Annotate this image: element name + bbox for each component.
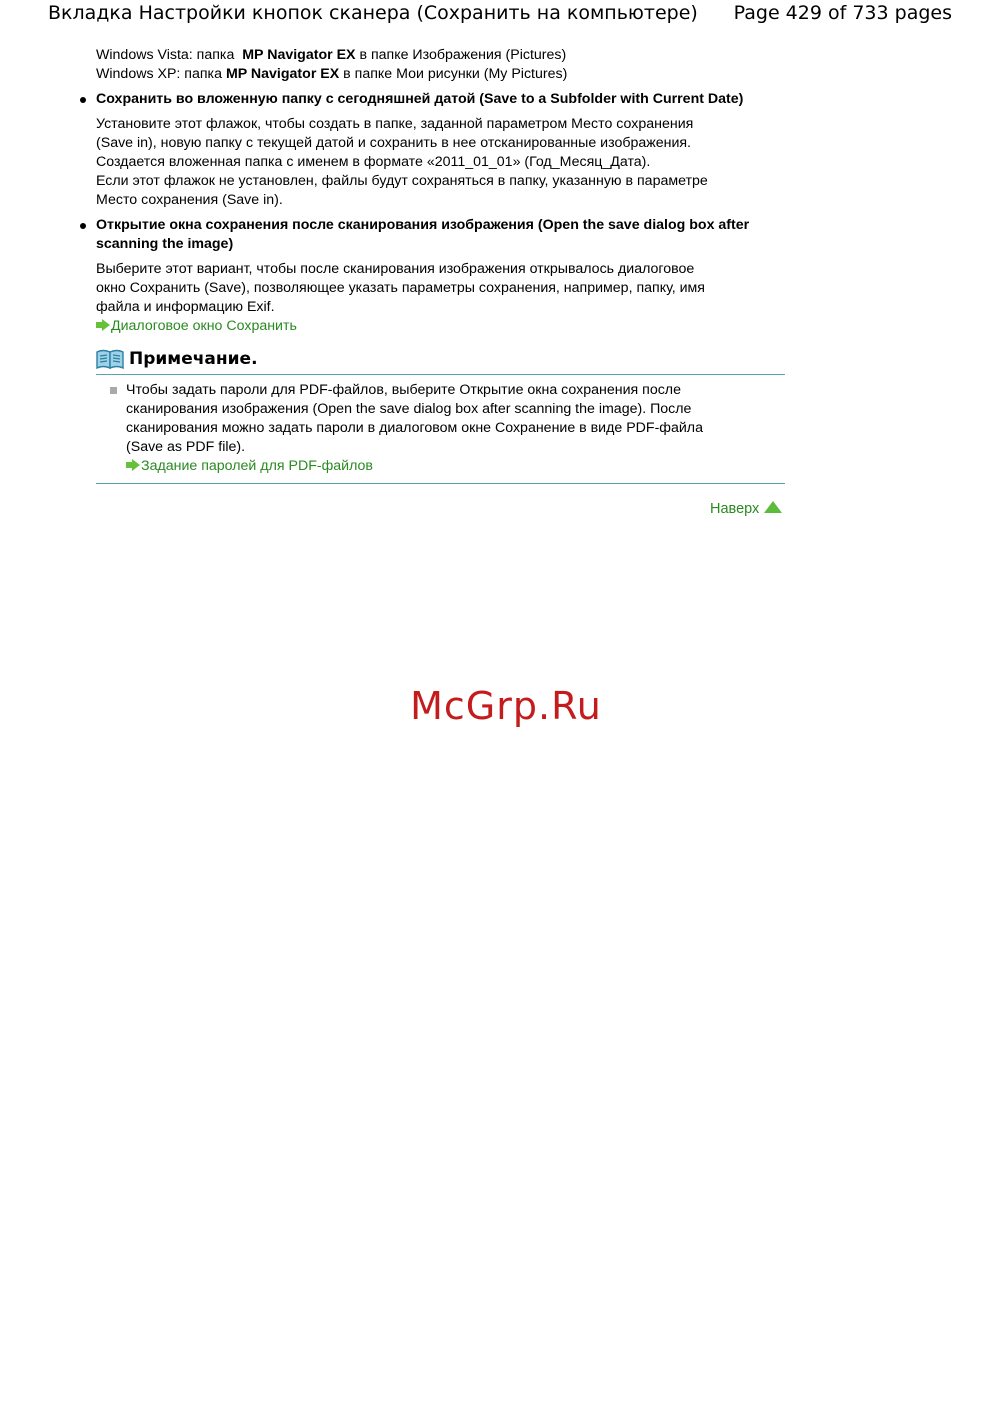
description-line: (Save in), новую папку с текущей датой и сохранить в нее отсканированные изображения. xyxy=(96,135,692,151)
note-line: сканирования можно задать пароли в диалоговом окне Сохранение в виде PDF-файла xyxy=(126,420,703,436)
description-line: Место сохранения (Save in). xyxy=(96,192,283,208)
note-body xyxy=(96,381,786,476)
item-save-subfolder-title xyxy=(96,90,786,109)
save-dialog-link-text: Диалоговое окно Сохранить xyxy=(111,318,297,334)
description-line: файла и информацию Exif. xyxy=(96,299,275,315)
back-to-top-link[interactable] xyxy=(710,501,782,517)
page-title: Вкладка Настройки кнопок сканера (Сохранить на компьютере) xyxy=(48,2,698,24)
vista-path-line xyxy=(96,46,786,65)
xp-app-name: MP Navigator EX xyxy=(225,66,340,82)
main-content xyxy=(96,46,786,484)
item-open-save-dialog-title-line: Открытие окна сохранения после сканирования изображения (Open the save dialog box after xyxy=(96,217,750,233)
vista-app-name: MP Navigator EX xyxy=(242,47,356,63)
xp-prefix: Windows XP: папка xyxy=(96,66,222,82)
page-number: Page 429 of 733 pages xyxy=(733,2,952,24)
note-line: Чтобы задать пароли для PDF-файлов, выберите Открытие окна сохранения после xyxy=(126,382,681,398)
note-divider-bottom xyxy=(96,483,785,484)
description-line: окно Сохранить (Save), позволяющее указать параметры сохранения, например, папку, имя xyxy=(96,280,705,296)
vista-suffix: в папке Изображения (Pictures) xyxy=(359,47,567,63)
square-bullet-icon xyxy=(110,387,117,394)
note-line: (Save as PDF file). xyxy=(126,439,246,455)
note-line: сканирования изображения (Open the save dialog box after scanning the image). После xyxy=(126,401,692,417)
item-open-save-dialog-title-line: scanning the image) xyxy=(96,236,234,252)
pdf-passwords-link-text: Задание паролей для PDF-файлов xyxy=(141,458,373,474)
xp-suffix: в папке Мои рисунки (My Pictures) xyxy=(343,66,568,82)
note-divider-top xyxy=(96,374,785,375)
vista-prefix: Windows Vista: папка xyxy=(96,47,235,63)
bullet-icon xyxy=(80,223,86,229)
triangle-up-icon xyxy=(764,501,782,513)
note-box xyxy=(96,346,786,484)
description-line: Создается вложенная папка с именем в формате «2011_01_01» (Год_Месяц_Дата). xyxy=(96,154,651,170)
item-save-subfolder-description xyxy=(96,115,786,210)
note-header xyxy=(96,346,786,372)
item-open-save-dialog-description xyxy=(96,260,786,336)
description-line: Установите этот флажок, чтобы создать в папке, заданной параметром Место сохранения xyxy=(96,116,694,132)
item-save-subfolder-title-text: Сохранить во вложенную папку с сегодняшней датой (Save to a Subfolder with Current Date) xyxy=(96,91,744,107)
save-dialog-link[interactable] xyxy=(96,317,786,336)
description-line: Если этот флажок не установлен, файлы будут сохраняться в папку, указанную в параметре xyxy=(96,173,708,189)
note-title: Примечание. xyxy=(129,348,258,369)
arrow-right-icon xyxy=(126,459,141,471)
book-icon xyxy=(96,349,124,369)
back-to-top-label: Наверх xyxy=(710,501,760,517)
description-line: Выберите этот вариант, чтобы после сканирования изображения открывалось диалоговое xyxy=(96,261,695,277)
pdf-passwords-link[interactable] xyxy=(126,457,786,476)
page-header xyxy=(0,0,1000,30)
item-open-save-dialog-title xyxy=(96,216,786,254)
bullet-icon xyxy=(80,97,86,103)
watermark: McGrp.Ru xyxy=(410,684,602,728)
arrow-right-icon xyxy=(96,319,111,331)
xp-path-line xyxy=(96,65,786,84)
